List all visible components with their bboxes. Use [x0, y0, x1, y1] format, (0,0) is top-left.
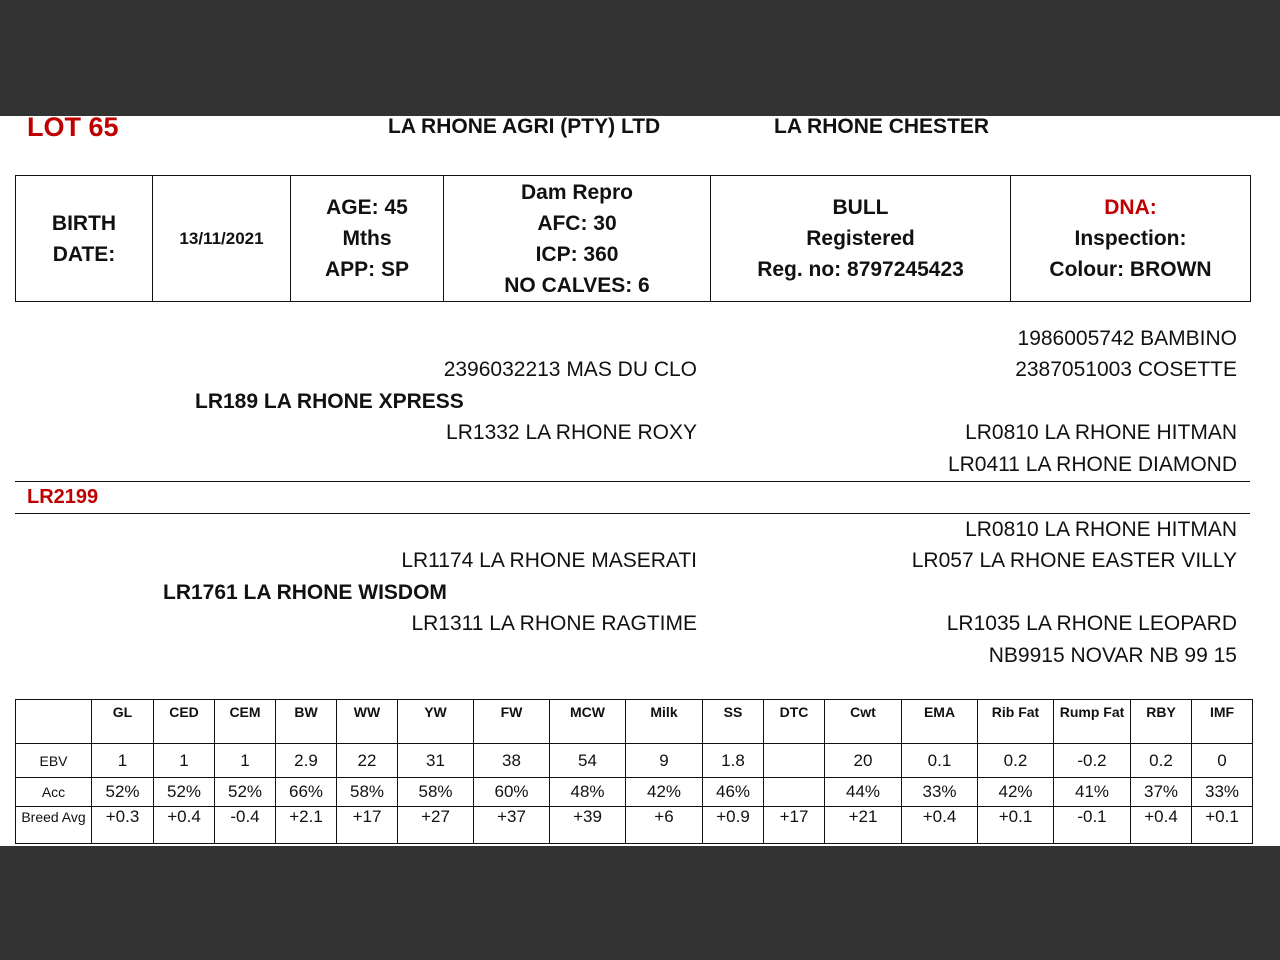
table-cell: -0.2	[1054, 744, 1131, 778]
divider-bottom	[15, 513, 1250, 514]
table-cell: +0.4	[1131, 807, 1192, 844]
table-cell: 60%	[474, 778, 550, 807]
table-cell: 1.8	[703, 744, 764, 778]
col-ema: EMA	[902, 700, 978, 744]
table-cell: 38	[474, 744, 550, 778]
ebv-corner-cell	[16, 700, 92, 744]
sire-dam-sire: LR0810 LA RHONE HITMAN	[965, 421, 1237, 444]
table-cell: 58%	[398, 778, 474, 807]
table-cell: +21	[825, 807, 902, 844]
table-cell: +0.1	[1192, 807, 1253, 844]
col-gl: GL	[92, 700, 154, 744]
row-label: Breed Avg	[16, 807, 92, 844]
table-cell: +27	[398, 807, 474, 844]
sire-sire: 2396032213 MAS DU CLO	[443, 358, 697, 381]
lot-number: LOT 65	[27, 112, 119, 142]
table-row	[16, 807, 1253, 844]
table-cell: 52%	[215, 778, 276, 807]
table-cell: 52%	[154, 778, 215, 807]
col-milk: Milk	[626, 700, 703, 744]
age: AGE: 45	[326, 196, 408, 219]
dam-repro-label: Dam Repro	[520, 180, 634, 204]
col-imf: IMF	[1192, 700, 1253, 744]
registration-cell	[711, 176, 1011, 302]
col-cem: CEM	[215, 700, 276, 744]
col-yw: YW	[398, 700, 474, 744]
table-row	[16, 778, 1253, 807]
sire-dam: LR1332 LA RHONE ROXY	[446, 421, 697, 444]
no-calves: NO CALVES: 6	[504, 273, 650, 297]
table-cell: +6	[626, 807, 703, 844]
col-rump-fat: Rump Fat	[1054, 700, 1131, 744]
dam-dam-sire: LR1035 LA RHONE LEOPARD	[946, 612, 1237, 635]
table-cell: 41%	[1054, 778, 1131, 807]
animal-id: LR2199	[27, 486, 99, 508]
table-cell: 66%	[276, 778, 337, 807]
dam-sire-sire: LR0810 LA RHONE HITMAN	[965, 518, 1237, 541]
dna-cell	[1011, 176, 1251, 302]
table-cell: +0.4	[902, 807, 978, 844]
col-bw: BW	[276, 700, 337, 744]
col-ss: SS	[703, 700, 764, 744]
dam-dam-dam: NB9915 NOVAR NB 99 15	[988, 644, 1237, 667]
table-cell: +39	[550, 807, 626, 844]
table-cell: +17	[337, 807, 398, 844]
table-cell: 42%	[626, 778, 703, 807]
divider-top	[15, 481, 1250, 482]
row-label: EBV	[16, 744, 92, 778]
table-cell: +37	[474, 807, 550, 844]
table-cell: 0.1	[902, 744, 978, 778]
col-cwt: Cwt	[825, 700, 902, 744]
col-fw: FW	[474, 700, 550, 744]
icp: ICP: 360	[535, 242, 619, 266]
table-cell: 54	[550, 744, 626, 778]
table-cell: 2.9	[276, 744, 337, 778]
birth-date-value: 13/11/2021	[153, 176, 291, 302]
table-cell: +0.4	[154, 807, 215, 844]
animal-info-table	[15, 175, 1251, 302]
dam-sire-dam: LR057 LA RHONE EASTER VILLY	[911, 549, 1237, 572]
dna-label: DNA:	[1104, 196, 1157, 219]
table-cell: 1	[154, 744, 215, 778]
sire-name: LR189 LA RHONE XPRESS	[195, 390, 464, 413]
colour: Colour: BROWN	[1049, 258, 1212, 281]
birth-date-label: BIRTH DATE:	[16, 176, 153, 302]
dam-dam: LR1311 LA RHONE RAGTIME	[411, 612, 697, 635]
table-cell: 31	[398, 744, 474, 778]
table-cell: 42%	[978, 778, 1054, 807]
table-cell: 0.2	[1131, 744, 1192, 778]
table-cell: +2.1	[276, 807, 337, 844]
sire-dam-dam: LR0411 LA RHONE DIAMOND	[947, 453, 1237, 476]
table-cell: +0.9	[703, 807, 764, 844]
table-cell: 52%	[92, 778, 154, 807]
table-cell: +0.3	[92, 807, 154, 844]
inspection: Inspection:	[1074, 227, 1187, 250]
reg-no: Reg. no: 8797245423	[757, 258, 964, 281]
app: APP: SP	[324, 258, 410, 281]
status: Registered	[806, 227, 915, 250]
table-cell: 20	[825, 744, 902, 778]
col-rby: RBY	[1131, 700, 1192, 744]
age-cell	[291, 176, 444, 302]
owner-name: LA RHONE AGRI (PTY) LTD	[388, 115, 661, 138]
table-cell: 1	[92, 744, 154, 778]
table-cell: +17	[764, 807, 825, 844]
table-cell: 0.2	[978, 744, 1054, 778]
table-cell: 48%	[550, 778, 626, 807]
table-cell: 22	[337, 744, 398, 778]
table-cell: 37%	[1131, 778, 1192, 807]
dam-sire: LR1174 LA RHONE MASERATI	[401, 549, 697, 572]
table-cell: +0.1	[978, 807, 1054, 844]
row-label: Acc	[16, 778, 92, 807]
col-mcw: MCW	[550, 700, 626, 744]
table-cell: 0	[1192, 744, 1253, 778]
dam-name: LR1761 LA RHONE WISDOM	[163, 581, 447, 604]
col-rib-fat: Rib Fat	[978, 700, 1054, 744]
table-cell: 1	[215, 744, 276, 778]
sex: BULL	[832, 196, 889, 219]
col-ced: CED	[154, 700, 215, 744]
table-cell: 44%	[825, 778, 902, 807]
table-cell: 33%	[902, 778, 978, 807]
sire-sire-dam: 2387051003 COSETTE	[1015, 358, 1237, 381]
table-cell: 58%	[337, 778, 398, 807]
table-cell	[764, 778, 825, 807]
table-cell: -0.1	[1054, 807, 1131, 844]
sire-sire-sire: 1986005742 BAMBINO	[1017, 327, 1237, 350]
table-cell: 46%	[703, 778, 764, 807]
animal-name: LA RHONE CHESTER	[774, 115, 990, 138]
table-cell: 9	[626, 744, 703, 778]
table-cell	[764, 744, 825, 778]
table-cell: -0.4	[215, 807, 276, 844]
table-cell: 33%	[1192, 778, 1253, 807]
afc: AFC: 30	[537, 211, 617, 235]
table-row	[16, 744, 1253, 778]
col-dtc: DTC	[764, 700, 825, 744]
ebv-table	[15, 699, 1253, 844]
col-ww: WW	[337, 700, 398, 744]
dam-repro-cell	[444, 176, 711, 302]
age-unit: Mths	[342, 227, 392, 250]
